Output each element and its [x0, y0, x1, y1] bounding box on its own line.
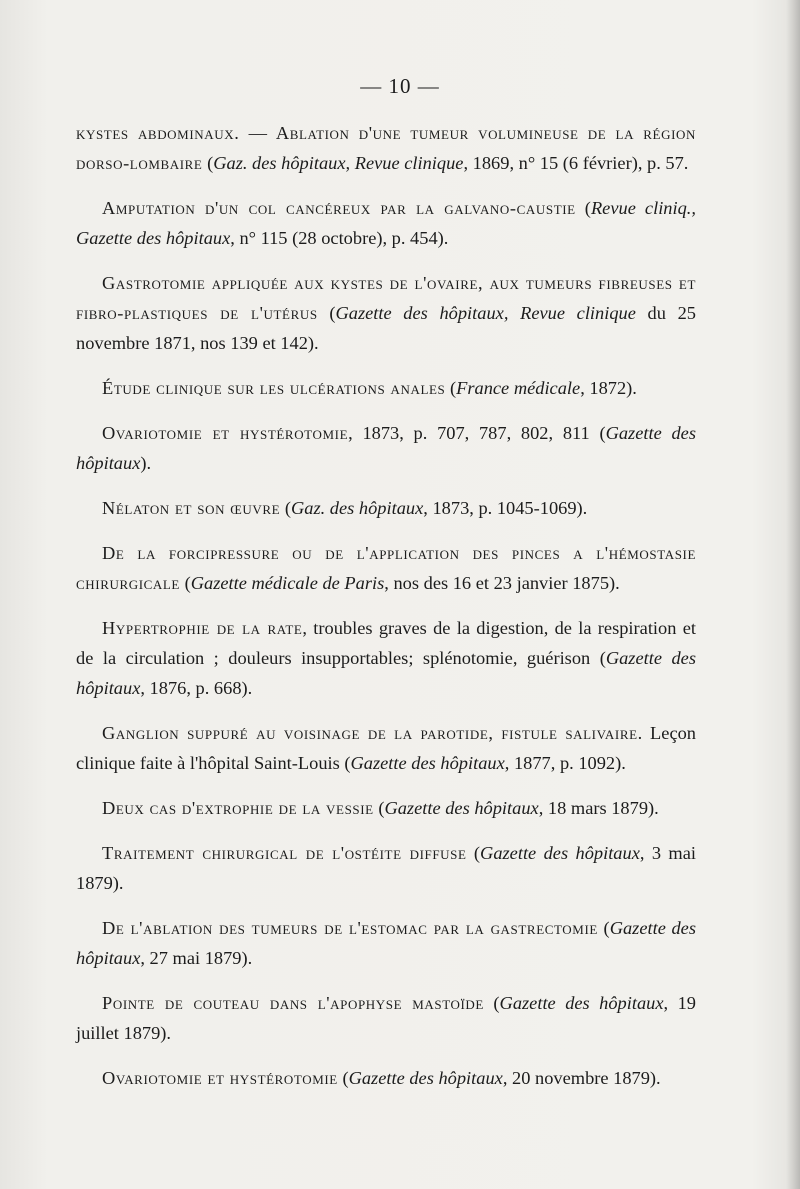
bibliography-entry: Amputation d'un col cancéreux par la galvano-caustie (Revue cliniq., Gazette des hôpitaux, n° 115 (28 octobre), p. 454).	[76, 198, 696, 248]
bibliography-entry: Ovariotomie et hystérotomie (Gazette des hôpitaux, 20 novembre 1879).	[102, 1068, 661, 1088]
bibliography-entry: Hypertrophie de la rate, troubles graves de la digestion, de la respiration et de la circulation ; douleurs insupportables; splénotomie, guérison (Gazette des hôpitaux, 1876, p. 668).	[76, 618, 696, 698]
bibliography-entry: Nélaton et son œuvre (Gaz. des hôpitaux, 1873, p. 1045-1069).	[102, 498, 588, 518]
page-number: — 10 —	[360, 74, 440, 98]
bibliography-entry: Gastrotomie appliquée aux kystes de l'ovaire, aux tumeurs fibreuses et fibro-plastiques de l'utérus (Gazette des hôpitaux, Revue clinique du 25 novembre 1871, nos 139 et 142).	[76, 273, 696, 353]
bibliography-entry: De l'ablation des tumeurs de l'estomac par la gastrectomie (Gazette des hôpitaux, 27 mai 1879).	[76, 918, 696, 968]
bibliography-entry: Pointe de couteau dans l'apophyse mastoïde (Gazette des hôpitaux, 19 juillet 1879).	[76, 993, 696, 1043]
bibliography-entry: kystes abdominaux. — Ablation d'une tumeur volumineuse de la région dorso-lombaire (Gaz. des hôpitaux, Revue clinique, 1869, n° 15 (6 février), p. 57.	[76, 123, 696, 173]
bibliography-entry: Traitement chirurgical de l'ostéite diffuse (Gazette des hôpitaux, 3 mai 1879).	[76, 843, 696, 893]
bibliography-entry: Étude clinique sur les ulcérations anales (France médicale, 1872).	[102, 378, 637, 398]
bibliography-entry: De la forcipressure ou de l'application des pinces a l'hémostasie chirurgicale (Gazette médicale de Paris, nos des 16 et 23 janvier 1875).	[76, 543, 696, 593]
bibliography-entry: Ganglion suppuré au voisinage de la parotide, fistule salivaire. Leçon clinique faite à l'hôpital Saint-Louis (Gazette des hôpitaux, 1877, p. 1092).	[76, 723, 696, 773]
bibliography-list	[76, 118, 696, 1108]
bibliography-entry: Ovariotomie et hystérotomie, 1873, p. 707, 787, 802, 811 (Gazette des hôpitaux).	[76, 423, 697, 473]
page-edge-shadow	[786, 0, 800, 1189]
bibliography-entry: Deux cas d'extrophie de la vessie (Gazette des hôpitaux, 18 mars 1879).	[102, 798, 659, 818]
